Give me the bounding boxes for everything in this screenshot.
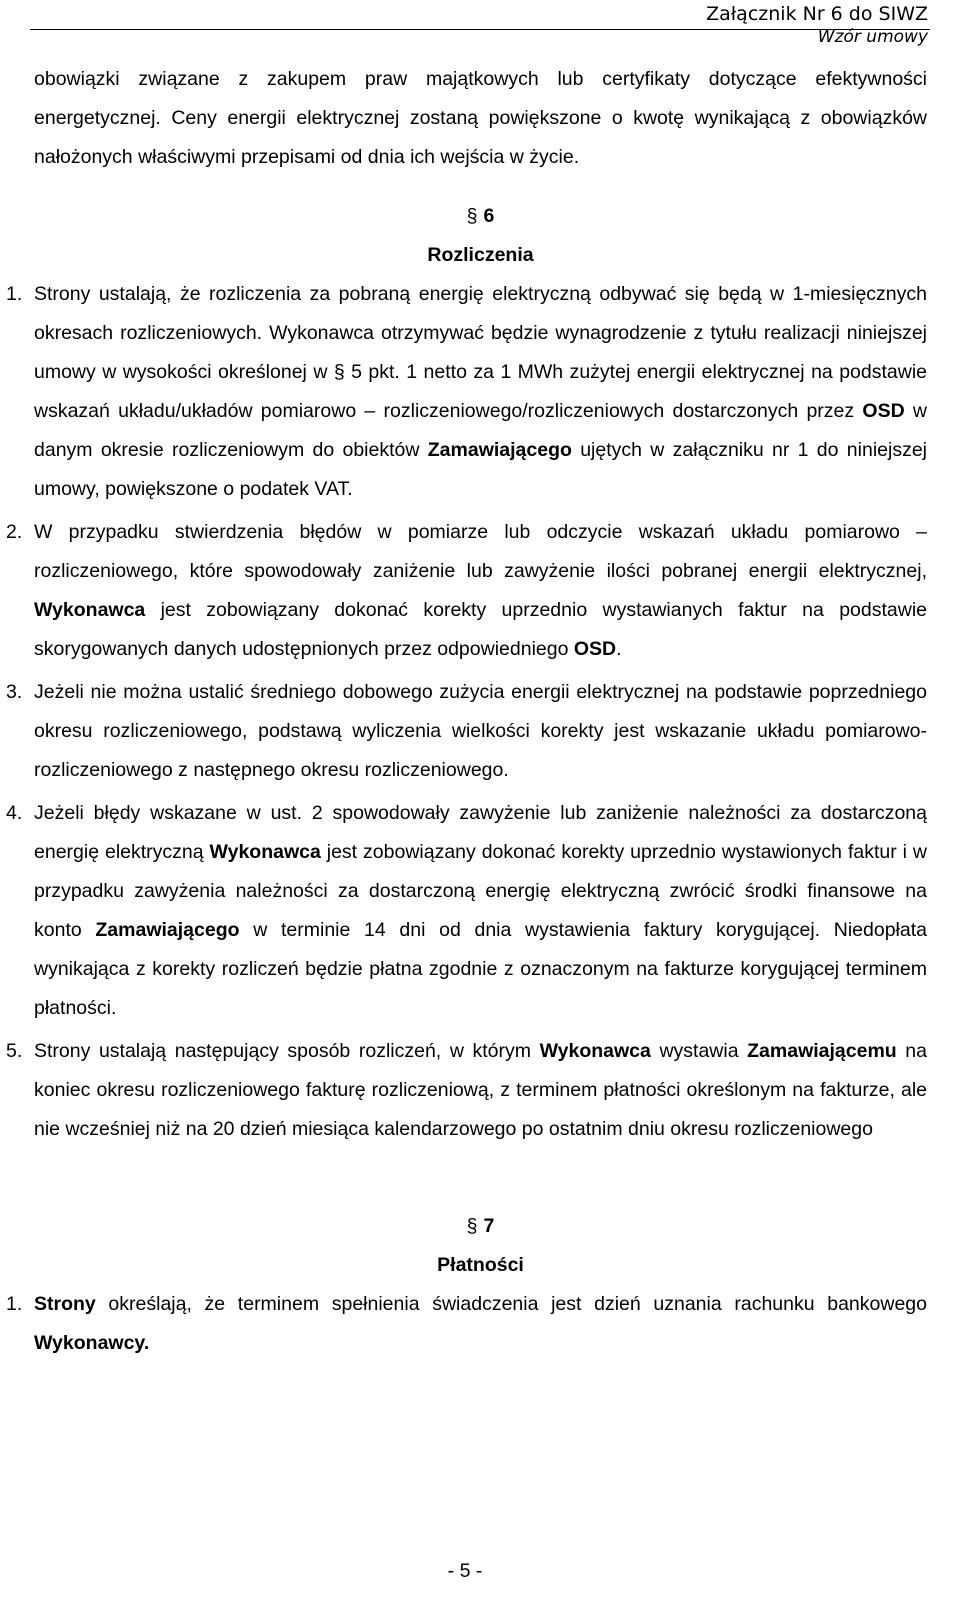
- document-body: [6, 60, 928, 1363]
- item-text: na koniec okresu rozliczeniowego fakturę rozliczeniową, z terminem płatności określonym na fakturze, ale nie wcześniej niż na 20 dzień miesiąca kalendarzowego po ostatnim dniu okresu rozliczeniowego: [34, 1040, 927, 1140]
- osd-term: OSD: [862, 400, 905, 422]
- item-text: w terminie 14 dni od dnia wystawienia faktury korygującej. Niedopłata wynikająca z korekty rozliczeń będzie płatna zgodnie z oznaczonym na fakturze korygującej terminem płatności.: [34, 919, 927, 1019]
- wykonawca-term: Wykonawca: [539, 1040, 651, 1062]
- item-text: Jeżeli błędy wskazane w ust. 2 spowodowały zawyżenie lub zaniżenie należności za dostarczoną energię elektryczną: [34, 802, 927, 863]
- section-sign: §: [333, 361, 345, 383]
- settlement-item-4: [6, 794, 927, 1028]
- item-number: 4.: [6, 802, 23, 824]
- item-text: W przypadku stwierdzenia błędów w pomiarze lub odczycie wskazań układu pomiarowo – rozliczeniowego, które spowodowały zaniżenie lub zawyżenie ilości pobranej energii elektrycznej,: [34, 521, 927, 582]
- section-6-title: Rozliczenia: [427, 244, 534, 266]
- item-text: Strony ustalają, że rozliczenia za pobraną energię elektryczną odbywać się będą w 1-miesięcznych okresach rozliczeniowych. Wykonawca otrzymywać będzie wynagrodzenie z tytułu realizacji niniejszej umowy w wysokości określonej w: [34, 283, 927, 383]
- strony-term: Strony: [34, 1293, 96, 1315]
- attachment-label: Załącznik Nr 6 do SIWZ: [706, 3, 928, 25]
- section-sign: §: [466, 1215, 478, 1237]
- header-divider: [30, 29, 930, 30]
- item-number: 2.: [6, 521, 23, 543]
- zamawiajacy-term: Zamawiającego: [95, 919, 240, 941]
- item-text: wystawia: [650, 1040, 748, 1062]
- osd-term: OSD: [573, 638, 617, 660]
- document-type-label: Wzór umowy: [817, 27, 928, 47]
- item-text: .: [616, 638, 622, 660]
- intro-paragraph: obowiązki związane z zakupem praw majątkowych lub certyfikaty dotyczące efektywności energetycznej. Ceny energii elektrycznej zostaną powiększone o kwotę wynikającą z obowiązków nałożonych właściwymi przepisami od dnia ich wejścia w życie.: [34, 68, 927, 168]
- item-text: jest zobowiązany dokonać korekty uprzednio wystawionych faktur i w przypadku zawyżenia należności za dostarczoną energię elektryczną zwrócić środki finansowe na konto: [34, 841, 927, 941]
- item-text: Strony ustalają następujący sposób rozliczeń, w którym: [34, 1040, 540, 1062]
- item-text: ujętych w załączniku nr 1 do niniejszej umowy, powiększone o podatek VAT.: [34, 439, 928, 500]
- zamawiajacy-term: Zamawiającego: [427, 439, 572, 461]
- wykonawca-term: Wykonawca: [34, 599, 146, 621]
- wykonawca-term: Wykonawca: [209, 841, 321, 863]
- section-sign: §: [466, 205, 478, 227]
- item-text: Jeżeli nie można ustalić średniego dobowego zużycia energii elektrycznej na podstawie poprzedniego okresu rozliczeniowego, podstawą wyliczenia wielkości korekty jest wskazanie układu pomiarowo-rozliczeniowego z następnego okresu rozliczeniowego.: [34, 681, 927, 781]
- zamawiajacy-term: Zamawiającemu: [747, 1040, 897, 1062]
- item-number: 1.: [6, 1293, 23, 1315]
- item-text: określają, że terminem spełnienia świadczenia jest dzień uznania rachunku bankowego: [95, 1293, 927, 1315]
- item-text: 5 pkt. 1 netto za 1 MWh zużytej energii elektrycznej na podstawie wskazań układu/układów pomiarowo – rozliczeniowego/rozliczeniowych dostarczonych przez: [34, 361, 927, 422]
- page-header: [706, 2, 928, 48]
- settlement-item-1: [6, 275, 928, 509]
- section-7-number: [34, 1207, 927, 1246]
- section-6-number: [34, 197, 927, 236]
- payment-item-1: [6, 1285, 927, 1363]
- section-7-title: Płatności: [437, 1254, 524, 1276]
- page-number: - 5 -: [447, 1560, 483, 1582]
- item-number: 3.: [6, 681, 23, 703]
- item-number: 1.: [6, 283, 23, 305]
- settlement-item-5: [6, 1032, 927, 1149]
- wykonawca-term: Wykonawcy.: [34, 1332, 150, 1354]
- settlement-item-3: [6, 673, 927, 790]
- item-text: jest zobowiązany dokonać korekty uprzednio wystawianych faktur na podstawie skorygowanych danych udostępnionych przez odpowiedniego: [34, 599, 927, 660]
- settlement-item-2: [6, 513, 927, 669]
- section-number: 7: [483, 1215, 495, 1237]
- item-number: 5.: [6, 1040, 23, 1062]
- item-text: w danym okresie rozliczeniowym do obiektów: [34, 400, 928, 461]
- section-number: 6: [483, 205, 495, 227]
